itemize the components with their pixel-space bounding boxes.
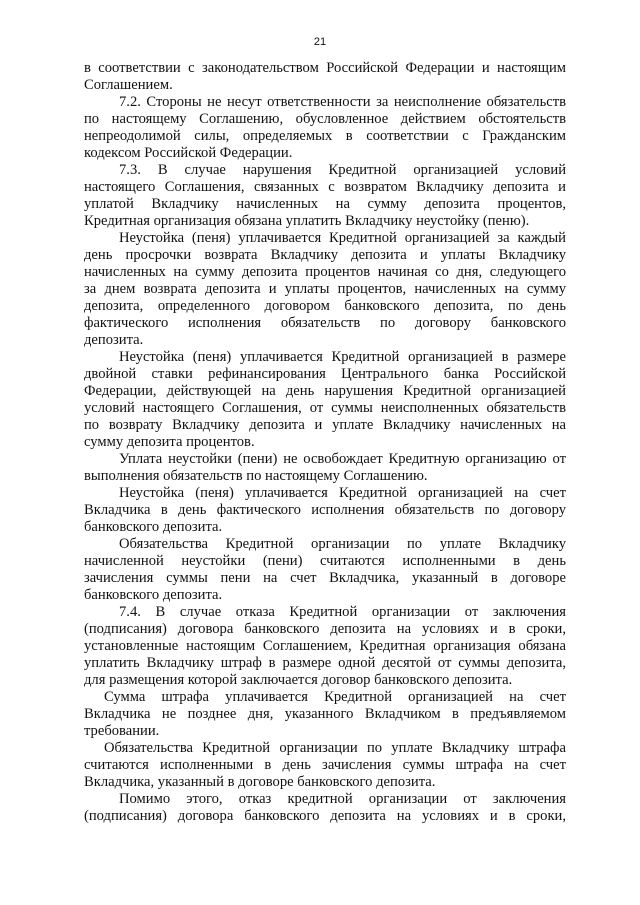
text-line: уплатой Вкладчику начисленных на сумму депозита процентов, [84,196,566,212]
text-line: выполнения обязательств по настоящему Соглашению. [84,468,428,484]
text-line: кодексом Российской Федерации. [84,145,293,161]
text-line: Вкладчика, указанный в договоре банковского депозита. [84,774,436,790]
text-line: по возврату Вкладчику депозита и уплате Вкладчику начисленных на [84,417,566,433]
text-line: сумму депозита процентов. [84,434,255,450]
text-line: Вкладчика в день фактического исполнения обязательств по договору [84,502,566,518]
text-line: за днем возврата депозита и уплаты процентов, начисленных на сумму [84,281,566,297]
text-line: по настоящему Соглашению, обусловленное действием обстоятельств [84,111,566,127]
text-line: Обязательства Кредитной организации по уплате Вкладчику штрафа [104,740,566,756]
text-line: для размещения которой заключается договор банковского депозита. [84,672,513,688]
text-line: 7.4. В случае отказа Кредитной организации от заключения [119,604,566,620]
text-line: (подписания) договора банковского депозита на условиях и в сроки, [84,621,566,637]
text-line: уплатить Вкладчику штраф в размере одной десятой от суммы депозита, [84,655,566,671]
text-line: (подписания) договора банковского депозита на условиях и в сроки, [84,808,566,824]
text-line: Сумма штрафа уплачивается Кредитной организацией на счет [104,689,566,705]
text-line: зачисления суммы пени на счет Вкладчика, указанный в договоре [84,570,566,586]
text-line: Соглашением. [84,77,173,93]
text-line: начисленной неустойки (пени) считаются исполненными в день [84,553,566,569]
text-line: день просрочки возврата Вкладчику депозита и уплаты Вкладчику [84,247,566,263]
text-line: Вкладчика не позднее дня, указанного Вкладчиком в предъявляемом [84,706,566,722]
text-line: считаются исполненными в день зачисления суммы штрафа на счет [84,757,566,773]
text-line: Федерации, действующей на день нарушения Кредитной организацией [84,383,566,399]
text-line: банковского депозита. [84,519,223,535]
text-line: условий настоящего Соглашения, от суммы неисполненных обязательств [84,400,566,416]
text-line: банковского депозита. [84,587,223,603]
text-line: требовании. [84,723,160,739]
text-line: непреодолимой силы, определяемых в соответствии с Гражданским [84,128,566,144]
text-line: Неустойка (пеня) уплачивается Кредитной организацией за каждый [119,230,566,246]
text-line: 7.2. Стороны не несут ответственности за неисполнение обязательств [119,94,566,110]
text-line: депозита. [84,332,144,348]
text-line: фактического исполнения обязательств по договору банковского [84,315,566,331]
text-line: Неустойка (пеня) уплачивается Кредитной организацией в размере [119,349,566,365]
text-line: Помимо этого, отказ кредитной организации от заключения [119,791,566,807]
text-line: в соответствии с законодательством Российской Федерации и настоящим [84,60,566,76]
page-number: 21 [313,36,327,48]
text-line: настоящего Соглашения, связанных с возвратом Вкладчику депозита и [84,179,566,195]
text-line: Кредитная организация обязана уплатить Вкладчику неустойку (пеню). [84,213,530,229]
text-line: 7.3. В случае нарушения Кредитной организацией условий [119,162,566,178]
text-line: установленные настоящим Соглашением, Кредитная организация обязана [84,638,566,654]
text-line: начисленных на сумму депозита процентов начиная со дня, следующего [84,264,566,280]
text-line: Уплата неустойки (пени) не освобождает Кредитную организацию от [119,451,566,467]
text-line: Неустойка (пеня) уплачивается Кредитной организацией на счет [119,485,566,501]
text-line: Обязательства Кредитной организации по уплате Вкладчику [119,536,566,552]
document-body [84,60,566,825]
text-line: депозита, определенного договором банковского депозита, по день [84,298,566,314]
text-line: двойной ставки рефинансирования Центрального банка Российской [84,366,566,382]
